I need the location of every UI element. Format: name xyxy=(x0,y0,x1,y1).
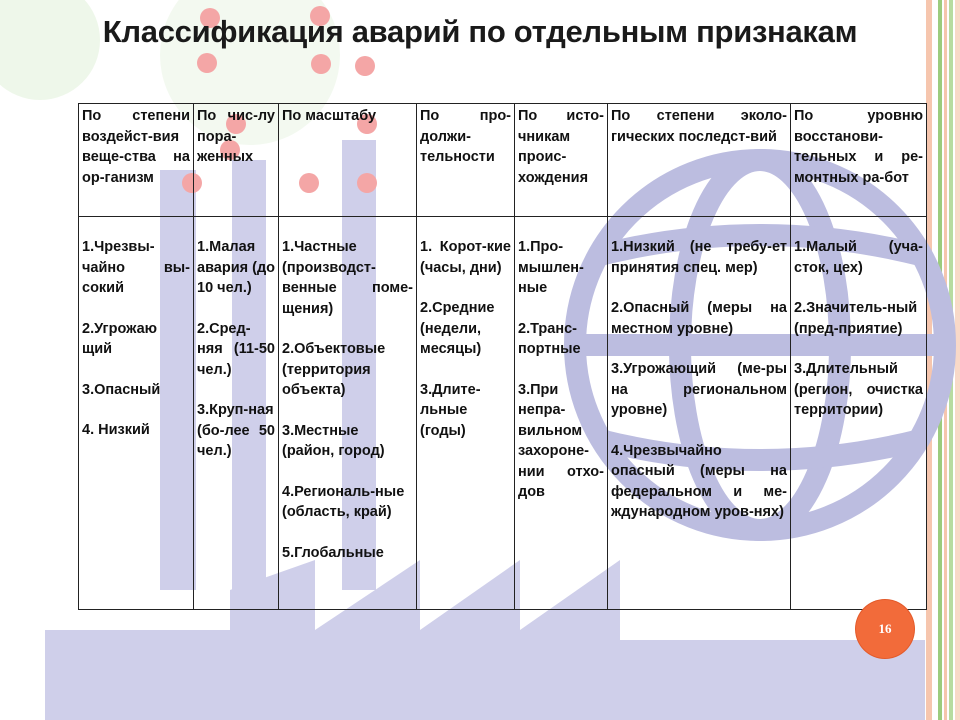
list-item: 2.Значитель-ный (пред-приятие) xyxy=(794,300,918,337)
header-cell: По исто-чникам проис-хождения xyxy=(515,104,608,217)
list-item: 4.Чрезвычайно опасный (меры на федеральном и ме-ждународном уров-нях) xyxy=(611,442,787,520)
header-cell: По масштабу xyxy=(279,104,417,217)
table-cell-organism xyxy=(79,217,194,610)
list-item: 1.Про-мышлен-ные xyxy=(518,239,584,296)
list-item: 3.Опасный xyxy=(82,381,161,398)
list-item: 1. Корот-кие (часы, дни) xyxy=(420,239,511,276)
list-item: 3.Круп-ная (бо-лее 50 чел.) xyxy=(197,402,275,459)
list-item: 2.Объектовые (территория объекта) xyxy=(282,341,386,398)
list-item: 2.Средние (недели, месяцы) xyxy=(420,300,495,357)
list-item: 1.Малый (уча-сток, цех) xyxy=(794,239,923,276)
table-cell-scale xyxy=(279,217,417,610)
list-item: 2.Опасный (меры на местном уровне) xyxy=(611,300,787,337)
list-item: 1.Малая авария (до 10 чел.) xyxy=(197,239,276,296)
list-item: 1.Низкий (не требу-ет принятия спец. мер) xyxy=(611,239,787,276)
table-cell-duration xyxy=(417,217,515,610)
table-cell-recovery xyxy=(791,217,927,610)
list-item: 3.Местные (район, город) xyxy=(282,422,385,459)
header-cell: По чис-лу пора-женных xyxy=(194,104,279,217)
table-cell-ecology xyxy=(608,217,791,610)
page-number-badge: 16 xyxy=(856,600,914,658)
list-item: 4.Региональ-ные (область, край) xyxy=(282,483,405,520)
header-cell: По степени эколо-гических последст-вий xyxy=(608,104,791,217)
list-item: 2.Транс-портные xyxy=(518,320,581,357)
table-cell-source xyxy=(515,217,608,610)
table-header-row xyxy=(79,104,927,217)
list-item: 2.Сред-няя (11-50 чел.) xyxy=(197,320,275,378)
list-item: 4. Низкий xyxy=(82,422,150,438)
table-cell-victims xyxy=(194,217,279,610)
slide-title: Классификация аварий по отдельным признакам xyxy=(102,14,858,49)
header-cell: По степени воздейст-вия веще-ства на ор-ганизм xyxy=(79,104,194,217)
list-item: 3.Угрожающий (ме-ры на региональном уровне) xyxy=(611,361,787,418)
list-item: 1.Частные (производст-венные поме-щения) xyxy=(282,239,413,317)
list-item: 2.Угрожаю щий xyxy=(82,320,158,357)
header-cell: По про-должи-тельности xyxy=(417,104,515,217)
list-item: 3.Длите-льные (годы) xyxy=(420,381,481,439)
list-item: 3.Длительный (регион, очистка территории) xyxy=(794,361,923,418)
header-cell: По уровню восстанови-тельных и ре-монтных ра-бот xyxy=(791,104,927,217)
list-item: 5.Глобальные xyxy=(282,544,384,561)
list-item: 1.Чрезвы-чайно вы-сокий xyxy=(82,239,190,296)
classification-table xyxy=(78,103,927,610)
list-item: 3.При непра-вильном захороне-нии отхо-дов xyxy=(518,381,604,500)
table-row xyxy=(79,217,927,610)
